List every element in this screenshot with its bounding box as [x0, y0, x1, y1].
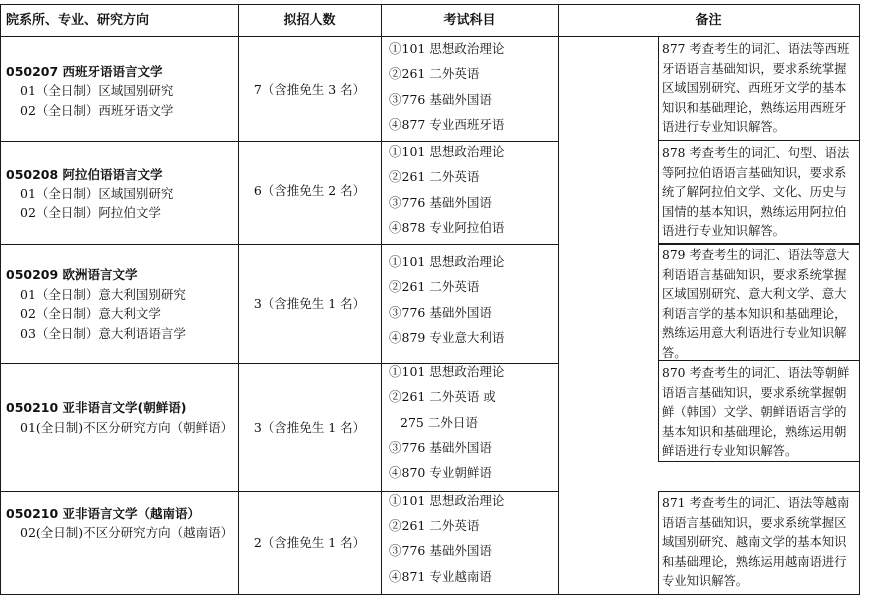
subject-item: ①101 思想政治理论 [389, 41, 505, 56]
subject-item: ②261 二外英语 [389, 66, 480, 81]
quota-value: 3（含推免生 1 名） [253, 420, 366, 435]
subject-item: ①101 思想政治理论 [389, 493, 505, 508]
header-notes: 备注 [695, 12, 722, 28]
subject-item: ③776 基础外国语 [389, 92, 492, 107]
major-name: 050210 亚非语言文学(朝鲜语) [6, 400, 187, 415]
major-name: 050208 阿拉伯语语言文学 [6, 167, 163, 182]
direction-item: 01（全日制）区域国别研究 [20, 186, 174, 201]
quota-value: 3（含推免生 1 名） [253, 296, 366, 311]
subject-item: ③776 基础外国语 [389, 440, 492, 455]
subject-item: ②261 二外英语 [389, 169, 480, 184]
header-department: 院系所、专业、研究方向 [6, 12, 150, 28]
subject-item: ③776 基础外国语 [389, 195, 492, 210]
quota-value: 6（含推免生 2 名） [253, 183, 366, 198]
subject-item: ②261 二外英语 或 [389, 389, 496, 404]
col-divider-3 [558, 4, 559, 595]
direction-item: 01（全日制）意大利国别研究 [20, 287, 186, 302]
subject-item: ②261 二外英语 [389, 518, 480, 533]
direction-item: 03（全日制）意大利语语言学 [20, 326, 186, 341]
direction-item: 02（全日制）西班牙语文学 [20, 103, 174, 118]
direction-item: 01(全日制)不区分研究方向（朝鲜语） [20, 420, 234, 435]
note-text: 878 考查考生的词汇、句型、语法等阿拉伯语语言基础知识，要求系统了解阿拉伯文学、文化、历史与国情的基本知识，熟练运用阿拉伯语进行专业知识解答。 [662, 146, 850, 239]
row-divider-2 [0, 244, 558, 245]
direction-item: 02(全日制)不区分研究方向（越南语） [20, 525, 234, 540]
note-text: 879 考查考生的词汇、语法等意大利语语言基础知识，要求系统掌握区域国别研究、意大利文学、意大利语言学的基本知识和基础理论，熟练运用意大利语进行专业知识解答。 [662, 248, 850, 360]
subject-item: 275 二外日语 [400, 415, 478, 430]
table-left-border [0, 4, 1, 595]
major-name: 050207 西班牙语语言文学 [6, 64, 163, 79]
major-name: 050209 欧洲语言文学 [6, 267, 138, 282]
subject-item: ③776 基础外国语 [389, 543, 492, 558]
note-text: 871 考查考生的词汇、语法等越南语语言基础知识，要求系统掌握区域国别研究、越南文学的基本知识和基础理论，熟练运用越南语进行专业知识解答。 [662, 496, 850, 589]
table-bottom-border [0, 594, 860, 595]
col-divider-2 [381, 4, 382, 595]
quota-value: 7（含推免生 3 名） [253, 82, 366, 97]
subject-item: ①101 思想政治理论 [389, 254, 505, 269]
direction-item: 02（全日制）意大利文学 [20, 306, 161, 321]
table-right-border [859, 4, 860, 595]
subject-item: ①101 思想政治理论 [389, 364, 505, 379]
subject-item: ③776 基础外国语 [389, 305, 492, 320]
subject-item: ④878 专业阿拉伯语 [389, 220, 505, 235]
subject-item: ④871 专业越南语 [389, 569, 492, 584]
note-text: 870 考查考生的词汇、语法等朝鲜语语言基础知识，要求系统掌握朝鲜（韩国）文学、朝鲜语语言学的基本知识和基础理论，熟练运用朝鲜语进行专业知识解答。 [662, 366, 850, 459]
direction-item: 02（全日制）阿拉伯文学 [20, 205, 161, 220]
direction-item: 01（全日制）区域国别研究 [20, 83, 174, 98]
subject-item: ②261 二外英语 [389, 279, 480, 294]
subject-item: ①101 思想政治理论 [389, 144, 505, 159]
header-quota: 拟招人数 [283, 12, 336, 28]
major-name: 050210 亚非语言文学（越南语） [6, 506, 201, 521]
quota-value: 2（含推免生 1 名） [253, 535, 366, 550]
subject-item: ④879 专业意大利语 [389, 330, 505, 345]
note-text: 877 考查考生的词汇、语法等西班牙语语言基础知识，要求系统掌握区域国别研究、西班牙文学的基本知识和基础理论，熟练运用西班牙语进行专业知识解答。 [662, 42, 850, 135]
header-subjects: 考试科目 [443, 12, 496, 28]
subject-item: ④870 专业朝鲜语 [389, 465, 492, 480]
subject-item: ④877 专业西班牙语 [389, 117, 505, 132]
